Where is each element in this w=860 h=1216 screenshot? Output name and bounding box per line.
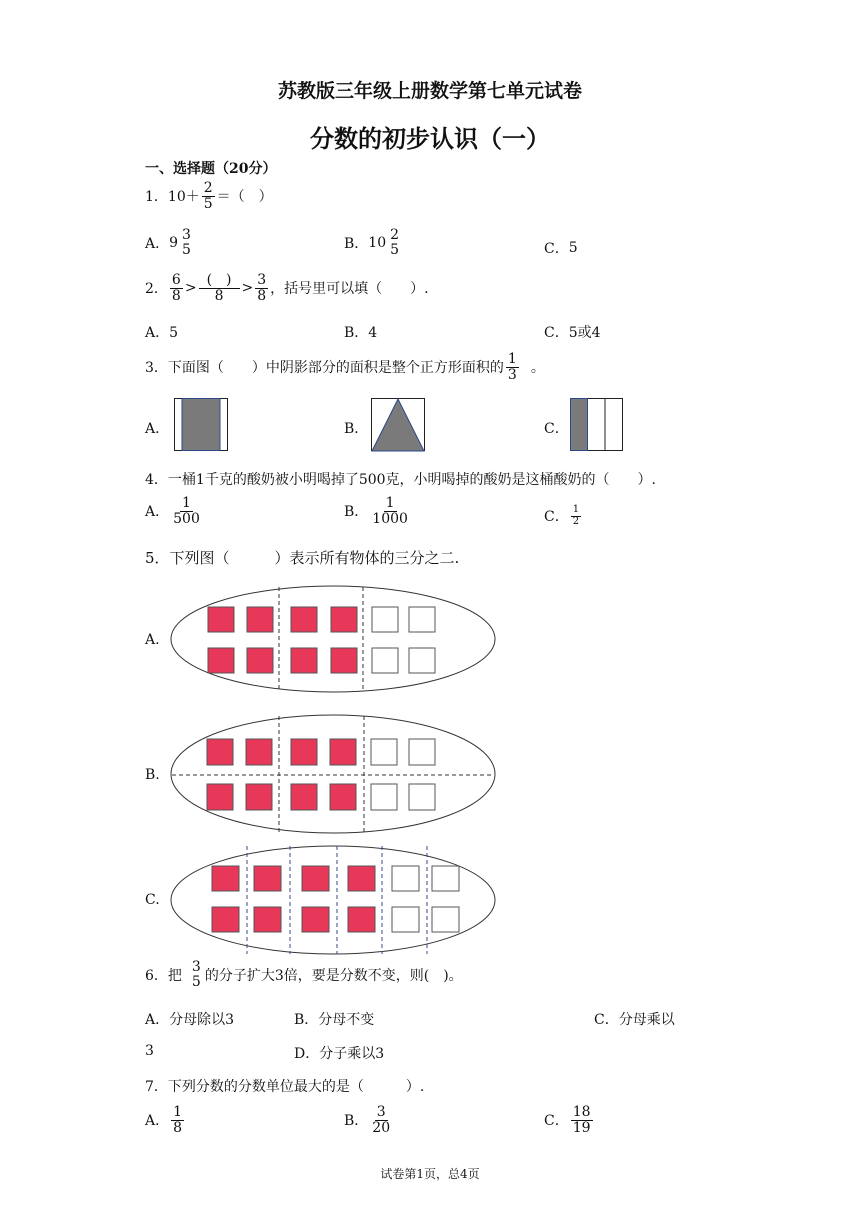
fraction: $\frac{1}{500}$ bbox=[173, 495, 200, 527]
q6-option-b[interactable]: B．分母不变 bbox=[294, 1012, 375, 1028]
q5-figure-c bbox=[170, 843, 500, 957]
question-4: 4．一桶1千克的酸奶被小明喝掉了500克，小明喝掉的酸奶是这桶酸奶的（ ）. bbox=[145, 472, 656, 488]
q3-figure-c bbox=[570, 398, 626, 452]
fraction: $\frac{1}{2}$ bbox=[572, 504, 580, 527]
q3-figure-a bbox=[174, 398, 230, 452]
question-5: 5．下列图（ ）表示所有物体的三分之二. bbox=[145, 549, 460, 567]
question-text: 10＋ bbox=[167, 189, 200, 206]
q5-option-b[interactable]: B. bbox=[145, 767, 160, 783]
question-7: 7．下列分数的分数单位最大的是（ ）. bbox=[145, 1079, 425, 1095]
q4-option-a[interactable]: A． $\frac{1}{500}$ bbox=[145, 495, 200, 527]
fraction: 2 5 bbox=[390, 227, 400, 258]
q2-option-c[interactable]: C．5或4 bbox=[544, 325, 601, 341]
q5-option-c[interactable]: C. bbox=[145, 892, 160, 908]
question-2: 2． $\frac{6}{8}$ > $\frac{( )}{8}$ > $\frac{3}{8}$ ，括号里可以填（ ）. bbox=[145, 272, 429, 304]
q1-option-b[interactable]: B． 10 2 5 bbox=[344, 227, 400, 258]
fraction: 3 5 bbox=[182, 227, 191, 258]
question-1 bbox=[145, 181, 273, 211]
question-6: 6． 把 3 5 的分子扩大3倍，要是分数不变，则( )。 bbox=[145, 959, 463, 990]
fraction: $\frac{18}{19}$ bbox=[572, 1104, 591, 1136]
fraction: $\frac{3}{20}$ bbox=[372, 1104, 391, 1136]
q7-option-a[interactable]: A． $\frac{1}{8}$ bbox=[145, 1104, 183, 1136]
section-heading: 一、选择题（20分） bbox=[145, 161, 277, 177]
page-footer: 试卷第1页，总4页 bbox=[380, 1167, 480, 1181]
fraction: $\frac{1}{3}$ bbox=[507, 351, 517, 383]
q6-option-d[interactable]: D．分子乘以3 bbox=[294, 1046, 385, 1062]
q1-option-a[interactable]: A． 9 3 5 bbox=[145, 227, 191, 258]
q2-option-a[interactable]: A．5 bbox=[145, 325, 179, 341]
paper-subtitle: 分数的初步认识（一） bbox=[310, 125, 550, 153]
q3-option-b[interactable]: B． bbox=[344, 421, 369, 437]
q3-figure-b bbox=[371, 398, 427, 452]
q4-option-b[interactable]: B． $\frac{1}{1000}$ bbox=[344, 495, 408, 527]
q7-option-c[interactable]: C． $\frac{18}{19}$ bbox=[544, 1104, 591, 1136]
q6-option-c-continued: 3 bbox=[145, 1043, 154, 1059]
fraction: 3 5 bbox=[191, 959, 201, 990]
question-number: 1． bbox=[145, 189, 168, 206]
q1-option-c[interactable]: C． 5 bbox=[544, 240, 578, 257]
q7-option-b[interactable]: B． $\frac{3}{20}$ bbox=[344, 1104, 391, 1136]
q6-option-c[interactable]: C．分母乘以 bbox=[594, 1012, 675, 1028]
question-text: ＝（ ） bbox=[216, 189, 273, 206]
q3-option-c[interactable]: C． bbox=[544, 421, 569, 437]
fraction: $\frac{1}{8}$ bbox=[173, 1104, 183, 1136]
q3-option-a[interactable]: A． bbox=[145, 421, 170, 437]
fraction: $\frac{1}{1000}$ bbox=[372, 495, 408, 527]
fraction: $\frac{6}{8}$ bbox=[171, 272, 181, 304]
q4-option-c[interactable]: C． $\frac{1}{2}$ bbox=[544, 504, 580, 527]
q6-option-a[interactable]: A．分母除以3 bbox=[145, 1012, 235, 1028]
fraction: $\frac{3}{8}$ bbox=[257, 272, 267, 304]
q5-figure-a bbox=[170, 583, 500, 695]
q5-option-a[interactable]: A. bbox=[145, 632, 160, 648]
question-3: 3． 下面图（ ）中阴影部分的面积是整个正方形面积的 $\frac{1}{3}$ 。 bbox=[145, 351, 545, 383]
q5-figure-b bbox=[170, 713, 500, 835]
q2-option-b[interactable]: B．4 bbox=[344, 325, 378, 341]
paper-title: 苏教版三年级上册数学第七单元试卷 bbox=[277, 80, 582, 102]
fraction: $\frac{2}{5}$ bbox=[203, 180, 213, 212]
fraction: $\frac{( )}{8}$ bbox=[199, 273, 240, 303]
